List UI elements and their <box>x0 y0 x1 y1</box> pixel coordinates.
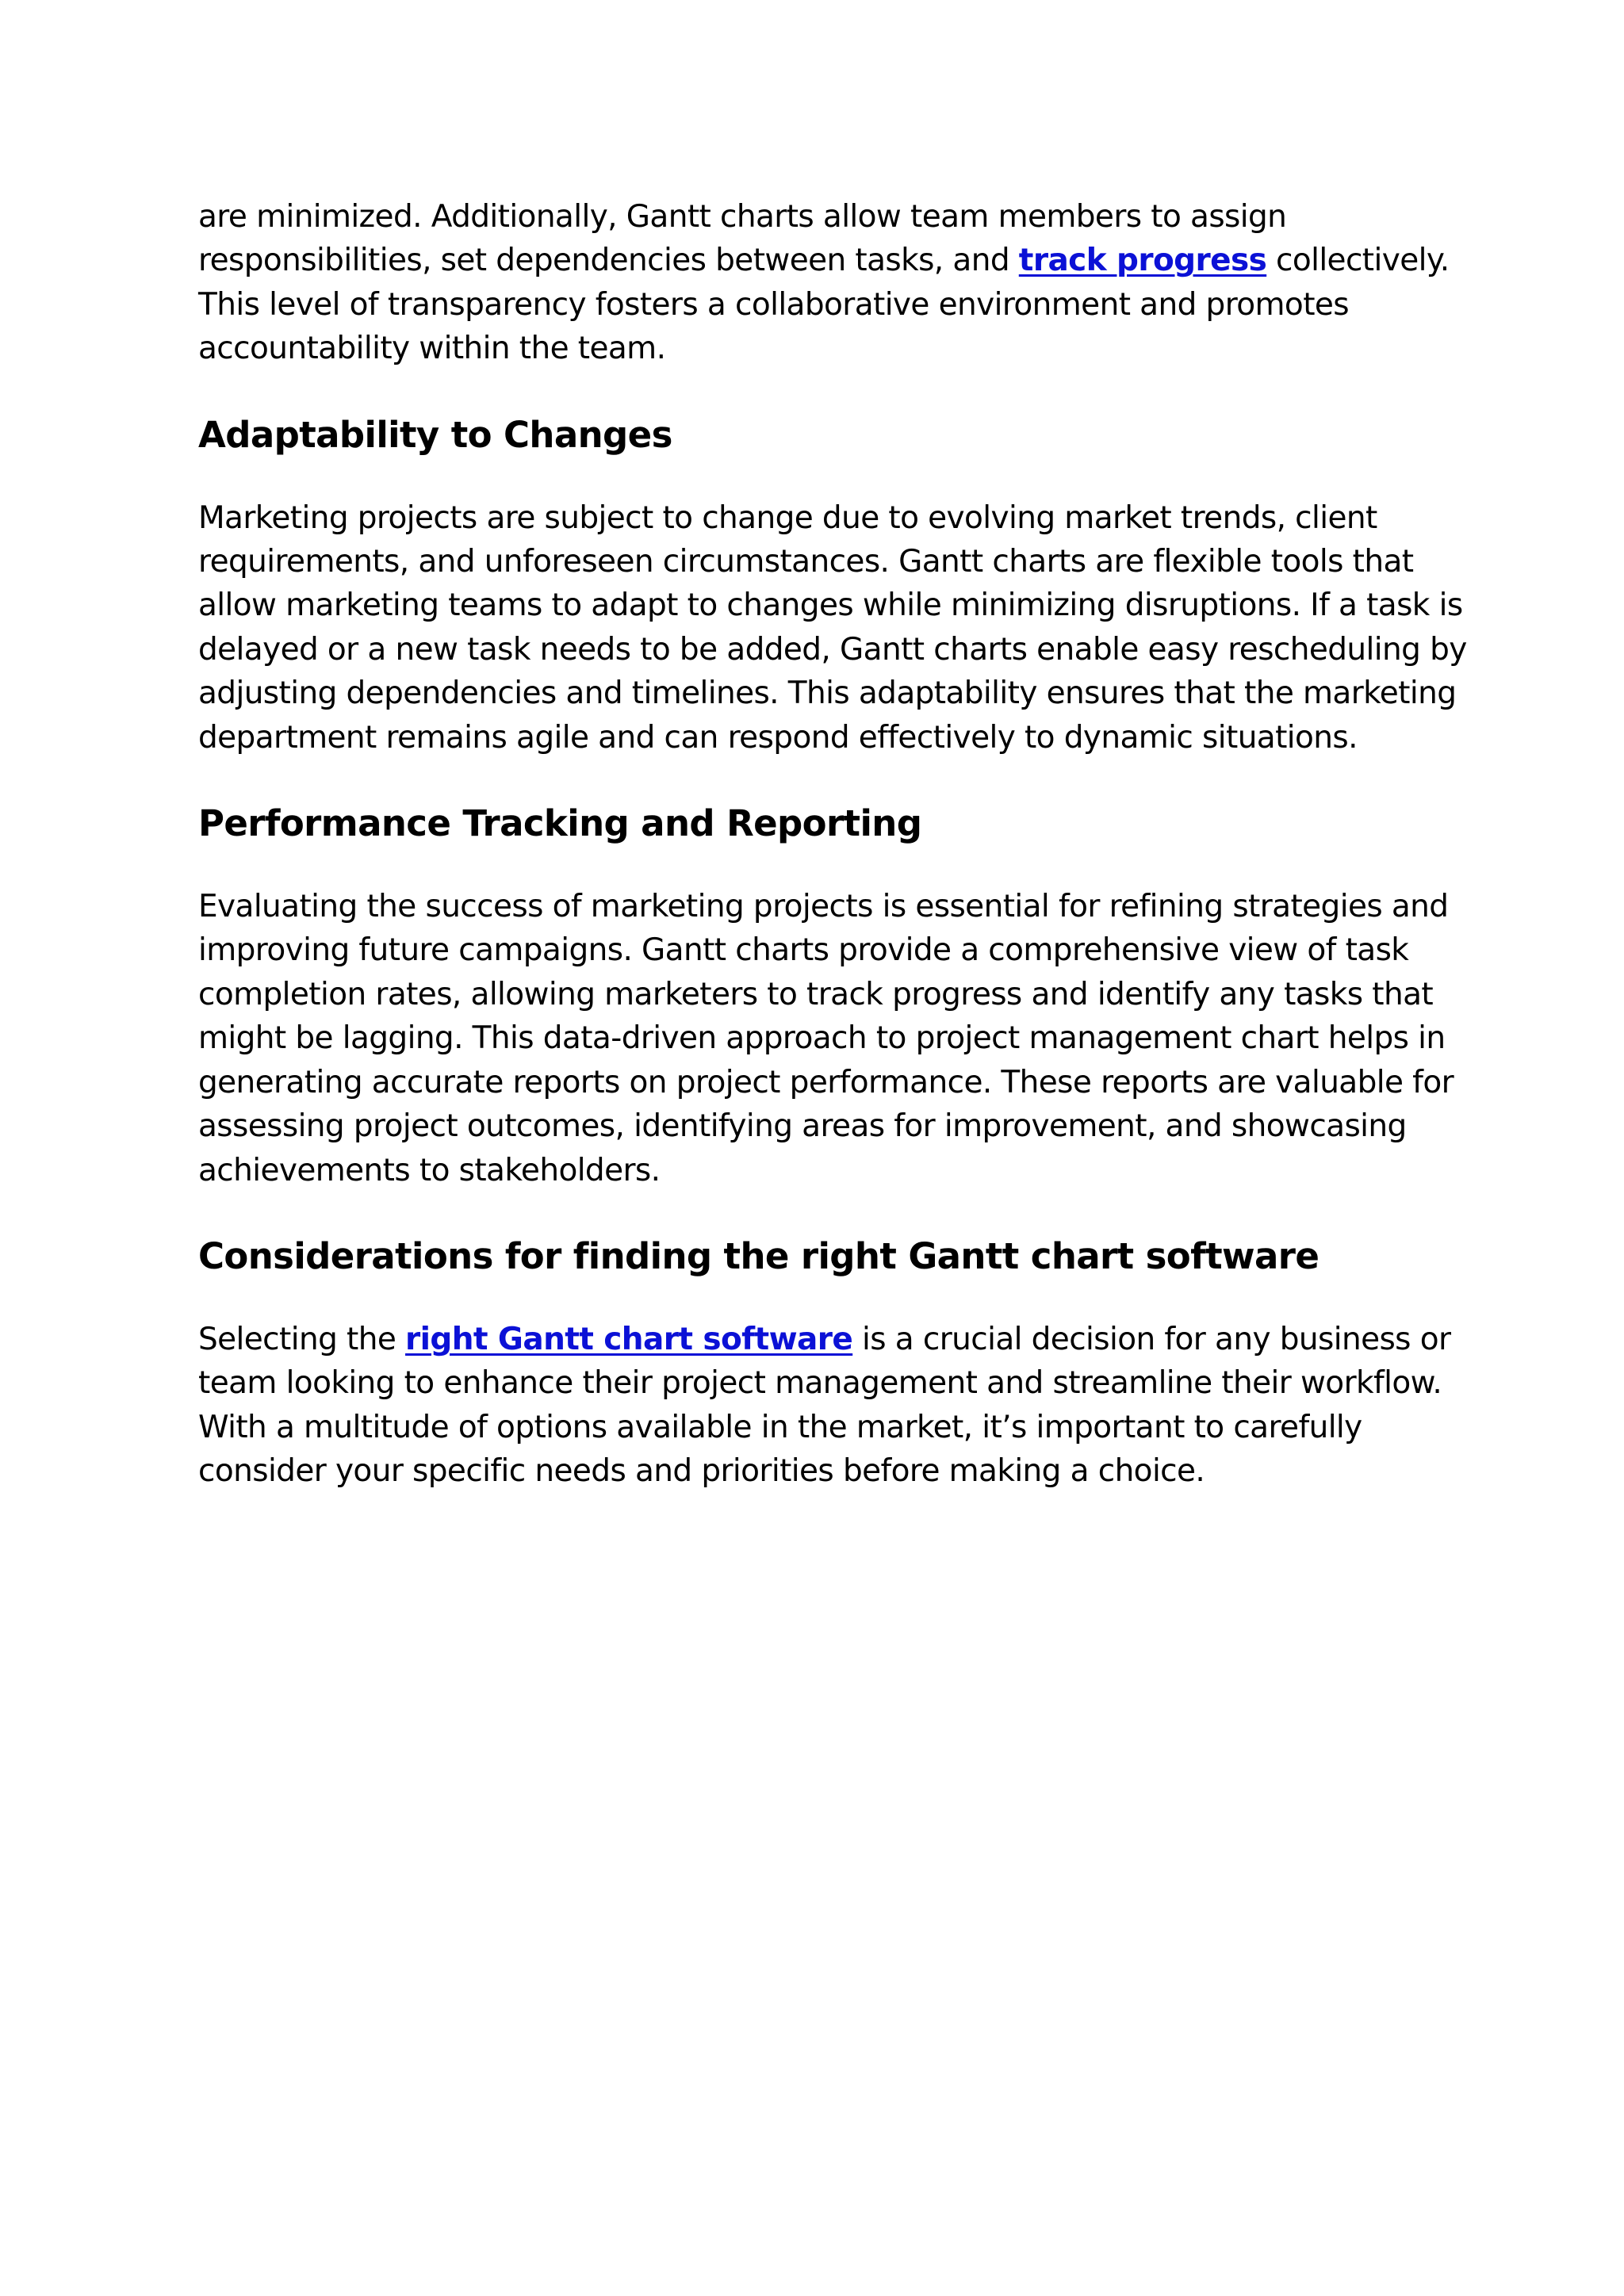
section-heading-performance: Performance Tracking and Reporting <box>198 802 922 845</box>
text-line: accountability within the team. <box>198 331 666 367</box>
text-line: generating accurate reports on project performance. These reports are valuable for <box>198 1064 1454 1100</box>
intro-paragraph <box>198 195 1450 371</box>
text-line: requirements, and unforeseen circumstances. Gantt charts are flexible tools that <box>198 544 1414 580</box>
text-line: completion rates, allowing marketers to track progress and identify any tasks that <box>198 976 1434 1012</box>
text-line: assessing project outcomes, identifying areas for improvement, and showcasing <box>198 1108 1407 1145</box>
track-progress-link[interactable]: track progress <box>1018 243 1267 279</box>
text-line: This level of transparency fosters a collaborative environment and promotes <box>198 286 1349 323</box>
text-line: improving future campaigns. Gantt charts provide a comprehensive view of task <box>198 932 1409 969</box>
text-segment: Selecting the <box>198 1321 406 1357</box>
text-segment: is a crucial decision for any business or <box>852 1321 1451 1357</box>
text-line <box>198 1318 1451 1361</box>
text-line <box>198 239 1450 282</box>
text-line: delayed or a new task needs to be added, Gantt charts enable easy rescheduling by <box>198 631 1467 668</box>
text-line: allow marketing teams to adapt to changes while minimizing disruptions. If a task is <box>198 587 1463 624</box>
text-line: might be lagging. This data-driven approach to project management chart helps in <box>198 1020 1446 1057</box>
text-line: Evaluating the success of marketing projects is essential for refining strategies and <box>198 889 1449 925</box>
text-segment: responsibilities, set dependencies between tasks, and <box>198 243 1019 279</box>
section-heading-adaptability: Adaptability to Changes <box>198 413 672 456</box>
text-line: team looking to enhance their project management and streamline their workflow. <box>198 1365 1442 1402</box>
text-line: department remains agile and can respond effectively to dynamic situations. <box>198 719 1358 756</box>
text-line: With a multitude of options available in the market, it’s important to carefully <box>198 1409 1362 1445</box>
text-line: achievements to stakeholders. <box>198 1152 661 1188</box>
right-gantt-chart-software-link[interactable]: right Gantt chart software <box>405 1321 853 1357</box>
adaptability-paragraph <box>198 496 1467 760</box>
performance-paragraph <box>198 885 1454 1192</box>
text-segment: collectively. <box>1266 243 1450 279</box>
document-page <box>198 195 1467 1494</box>
text-line: are minimized. Additionally, Gantt charts allow team members to assign <box>198 199 1287 235</box>
considerations-paragraph <box>198 1318 1451 1494</box>
text-line: consider your specific needs and priorities before making a choice. <box>198 1453 1205 1490</box>
text-line: adjusting dependencies and timelines. This adaptability ensures that the marketing <box>198 675 1457 712</box>
text-line: Marketing projects are subject to change due to evolving market trends, client <box>198 499 1377 536</box>
section-heading-considerations: Considerations for finding the right Gantt chart software <box>198 1234 1320 1277</box>
